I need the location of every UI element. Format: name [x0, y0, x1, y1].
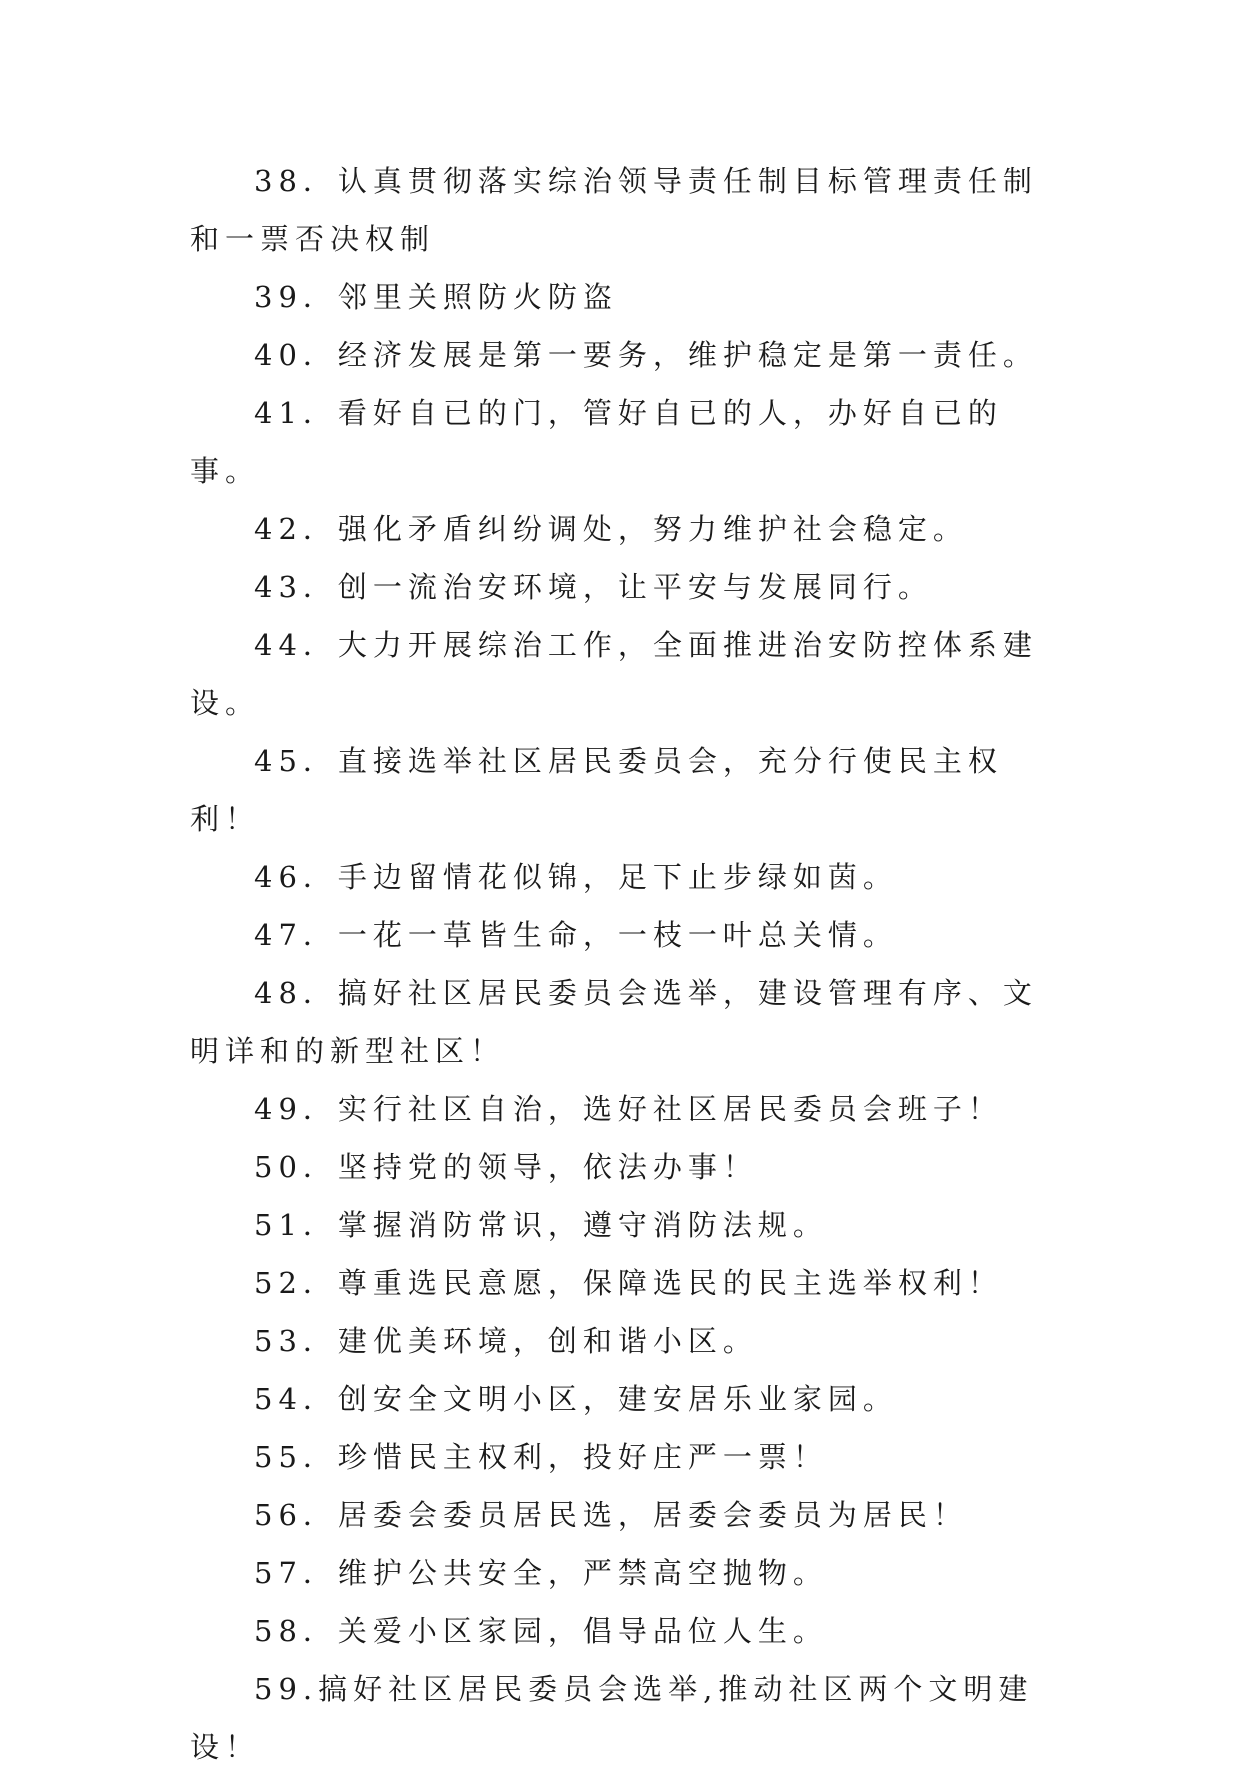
list-item: 38．认真贯彻落实综治领导责任制目标管理责任制和一票否决权制 [190, 164, 1038, 256]
list-item: 59.搞好社区居民委员会选举,推动社区两个文明建设！ [190, 1672, 1034, 1764]
list-item: 52．尊重选民意愿，保障选民的民主选举权利！ [254, 1266, 1003, 1300]
list-item: 45．直接选举社区居民委员会，充分行使民主权利！ [190, 744, 1003, 836]
list-item: 53．建优美环境，创和谐小区。 [254, 1324, 758, 1358]
list-item: 48．搞好社区居民委员会选举，建设管理有序、文明详和的新型社区！ [190, 976, 1038, 1068]
list-item: 55．珍惜民主权利，投好庄严一票！ [254, 1440, 828, 1474]
list-item: 39．邻里关照防火防盗 [254, 280, 618, 314]
list-item: 44．大力开展综治工作，全面推进治安防控体系建设。 [190, 628, 1038, 720]
list-item: 51．掌握消防常识，遵守消防法规。 [254, 1208, 828, 1242]
list-item: 50．坚持党的领导，依法办事！ [254, 1150, 758, 1184]
list-item: 58．关爱小区家园，倡导品位人生。 [254, 1614, 828, 1648]
slogan-list [190, 152, 1070, 1776]
list-item: 54．创安全文明小区，建安居乐业家园。 [254, 1382, 898, 1416]
list-item: 43．创一流治安环境，让平安与发展同行。 [254, 570, 933, 604]
list-item: 46．手边留情花似锦，足下止步绿如茵。 [254, 860, 898, 894]
list-item: 56．居委会委员居民选，居委会委员为居民！ [254, 1498, 968, 1532]
list-item: 49．实行社区自治，选好社区居民委员会班子！ [254, 1092, 1003, 1126]
list-item: 41．看好自已的门，管好自已的人，办好自已的事。 [190, 396, 1003, 488]
list-item: 40．经济发展是第一要务，维护稳定是第一责任。 [254, 338, 1038, 372]
list-item: 42．强化矛盾纠纷调处，努力维护社会稳定。 [254, 512, 968, 546]
list-item: 57．维护公共安全，严禁高空抛物。 [254, 1556, 828, 1590]
list-item: 47．一花一草皆生命，一枝一叶总关情。 [254, 918, 898, 952]
